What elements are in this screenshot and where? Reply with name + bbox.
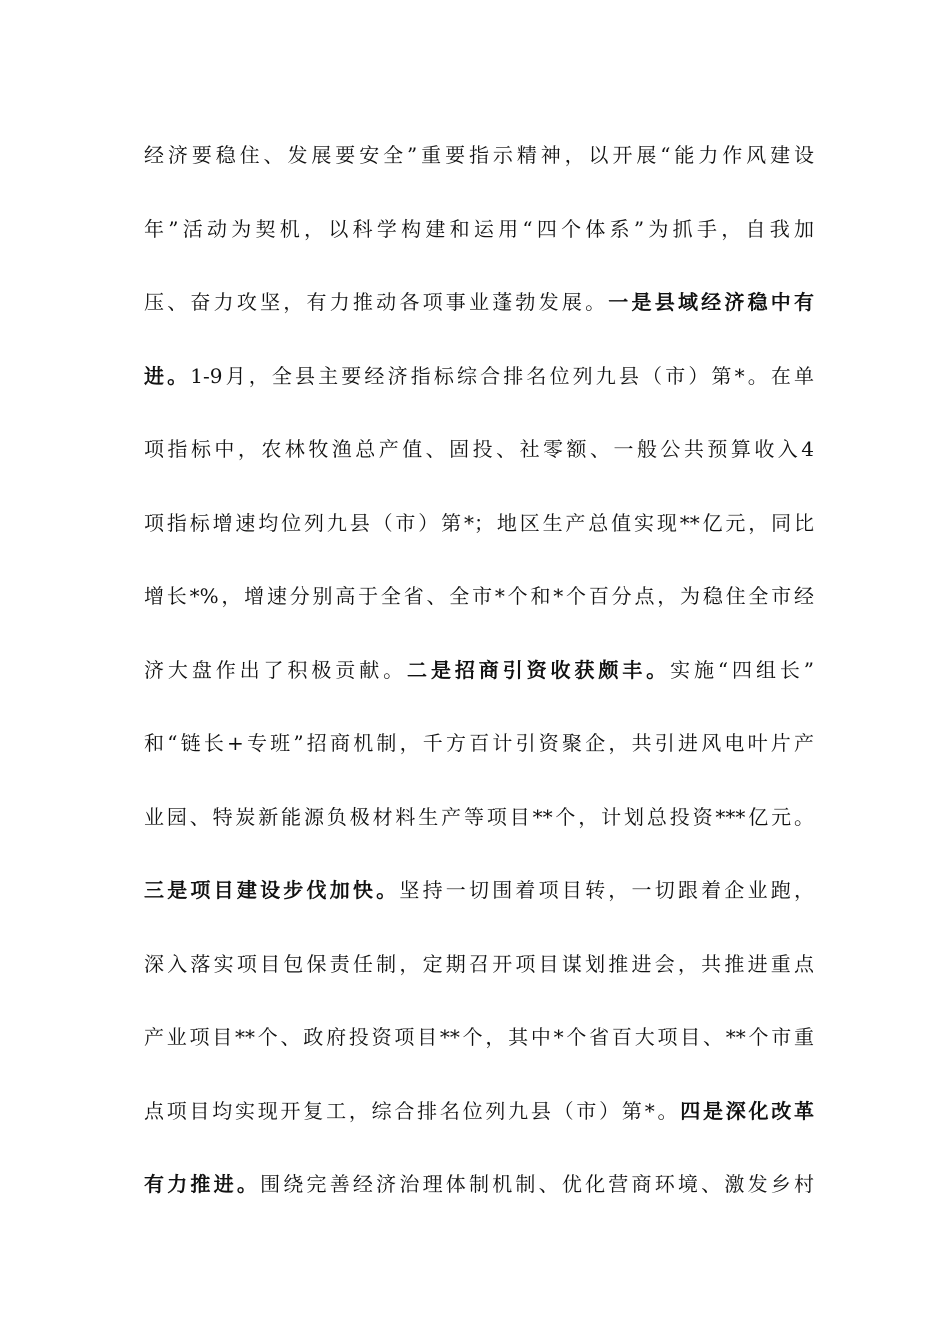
body-text-line bbox=[144, 944, 814, 984]
body-text-line bbox=[144, 1017, 814, 1057]
body-text-line bbox=[144, 576, 814, 616]
body-text-line bbox=[144, 650, 814, 690]
text-segment: 围绕完善经济治理体制机制、优化营商环境、激发乡村 bbox=[260, 1172, 815, 1196]
text-segment: 压、奋力攻坚，有力推动各项事业蓬勃发展。 bbox=[144, 290, 609, 314]
text-segment: 济大盘作出了积极贡献。 bbox=[144, 657, 408, 682]
bold-heading-phrase: 有力推进。 bbox=[144, 1172, 261, 1196]
text-segment: 深入落实项目包保责任制，定期召开项目谋划推进会，共推进重点 bbox=[144, 951, 814, 976]
body-text-line bbox=[144, 135, 814, 175]
text-segment: 年”活动为契机，以科学构建和运用“四个体系”为抓手，自我加 bbox=[144, 216, 814, 241]
body-text-line bbox=[144, 1164, 814, 1204]
body-text-line bbox=[144, 797, 814, 837]
text-segment: 点项目均实现开复工，综合排名位列九县（市）第*。 bbox=[144, 1098, 681, 1123]
body-text-line bbox=[144, 503, 814, 543]
bold-heading-phrase: 三是项目建设步伐加快。 bbox=[144, 878, 400, 902]
text-segment: 经济要稳住、发展要安全”重要指示精神，以开展“能力作风建设 bbox=[144, 143, 814, 167]
body-text-line bbox=[144, 356, 814, 396]
body-text-line bbox=[144, 870, 814, 910]
body-text-line bbox=[144, 429, 814, 469]
bold-heading-phrase: 四是深化改革 bbox=[680, 1098, 815, 1123]
bold-heading-phrase: 进。 bbox=[144, 363, 191, 388]
text-segment: 项指标增速均位列九县（市）第*；地区生产总值实现**亿元，同比 bbox=[144, 510, 814, 535]
text-segment: 1-9月，全县主要经济指标综合排名位列九县（市）第*。在单 bbox=[190, 363, 814, 388]
bold-heading-phrase: 一是县域经济稳中有 bbox=[608, 290, 815, 314]
text-segment: 和“链长+专班”招商机制，千方百计引资聚企，共引进风电叶片产 bbox=[144, 731, 814, 755]
body-text-line bbox=[144, 209, 814, 249]
text-segment: 实施“四组长” bbox=[670, 657, 815, 682]
body-text-line bbox=[144, 723, 814, 763]
text-segment: 项指标中，农林牧渔总产值、固投、社零额、一般公共预算收入4 bbox=[144, 437, 814, 461]
body-text-line bbox=[144, 282, 814, 322]
bold-heading-phrase: 二是招商引资收获颇丰。 bbox=[407, 657, 671, 682]
text-segment: 增长*%，增速分别高于全省、全市*个和*个百分点，为稳住全市经 bbox=[144, 584, 814, 608]
text-segment: 业园、特炭新能源负极材料生产等项目**个，计划总投资***亿元。 bbox=[144, 804, 814, 829]
text-segment: 产业项目**个、政府投资项目**个，其中*个省百大项目、**个市重 bbox=[144, 1025, 814, 1049]
text-segment: 坚持一切围着项目转，一切跟着企业跑， bbox=[399, 878, 815, 902]
body-text-line bbox=[144, 1091, 814, 1131]
